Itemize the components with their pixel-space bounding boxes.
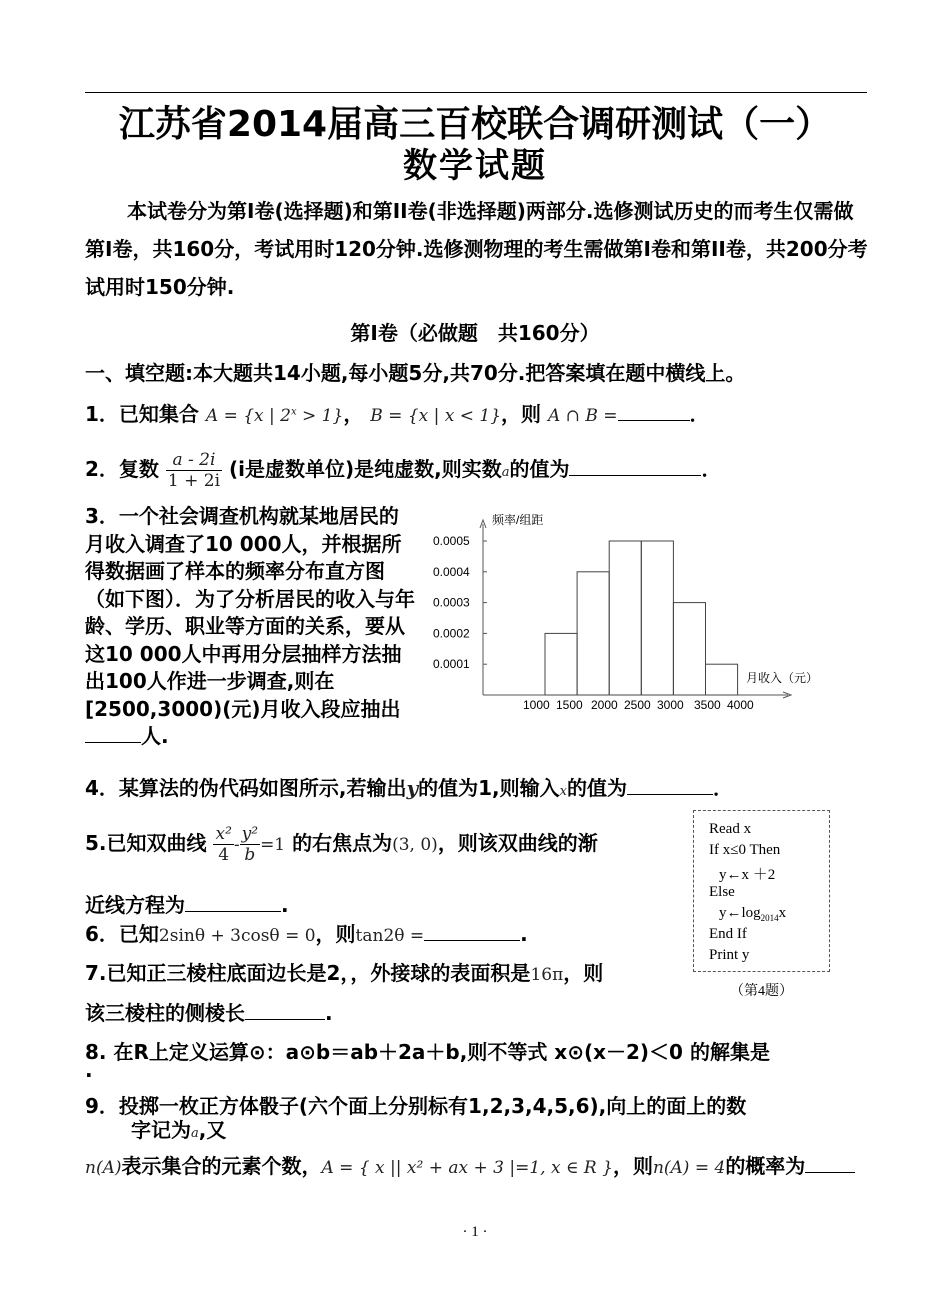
page-subtitle: 数学试题	[403, 146, 547, 186]
q2-label: 2．复数	[85, 457, 159, 481]
histogram-chart	[428, 510, 828, 725]
question-8: 8. 在R上定义运算⊙：a⊙b＝ab＋2a＋b,则不等式 x⊙(x－2)＜0 的解集是	[85, 1040, 770, 1064]
q1-set-a: A = {x | $2^x > 1$}	[205, 406, 344, 426]
q2-answer-blank[interactable]	[569, 474, 701, 476]
intro-paragraph: 本试卷分为第Ⅰ卷(选择题)和第ⅠⅠ卷(非选择题)两部分.选修测试历史的而考生仅需做第Ⅰ卷，共160分，考试用时120分钟.选修测物理的考生需做第Ⅰ卷和第ⅠⅠ卷，共200分考试用时150分钟.	[85, 199, 868, 299]
q5-answer-blank[interactable]	[185, 910, 281, 912]
question-8-end: .	[85, 1058, 93, 1082]
code-line-7: Print y	[709, 947, 750, 963]
question-7-cont: 该三棱柱的侧棱长 .	[85, 1001, 333, 1025]
histogram-bar	[641, 541, 673, 695]
code-line-1: Read x	[709, 821, 752, 837]
question-5: 5.已知双曲线 $\frac{\text{x²}}{4}$ - $\frac{\text{y²}}{b}$ =1 的右焦点为(3, 0)，则该双曲线的渐	[85, 824, 598, 865]
header-rule	[85, 92, 867, 93]
x-tick-label: 3500	[694, 698, 721, 712]
question-1: 1．已知集合 A = {x | $2^x > 1$}， B = {x | x < 1}，则 A ∩ B = ．	[85, 402, 710, 426]
section-heading: 第Ⅰ卷（必做题 共160分）	[350, 321, 600, 345]
q1-expr: A ∩ B =	[548, 406, 618, 426]
code-line-6: End If	[709, 926, 747, 942]
q4-answer-blank[interactable]	[627, 793, 713, 795]
histogram-bar	[673, 603, 705, 695]
histogram-bar	[545, 633, 577, 695]
x-axis-label: 月收入（元）	[746, 671, 819, 685]
page-title: 江苏省2014届高三百校联合调研测试（一）	[118, 104, 832, 145]
y-tick-label: 0.0001	[433, 657, 470, 672]
x-tick-label: 1000	[523, 698, 550, 712]
histogram-bar	[609, 541, 641, 695]
q1-answer-blank[interactable]	[618, 419, 690, 421]
q6-answer-blank[interactable]	[424, 939, 520, 941]
question-2: 2．复数 $\frac{a - 2i}{1 + 2i}$ (i是虚数单位)是纯虚数,则实数a的值为 ．	[85, 450, 722, 491]
x-tick-label: 4000	[727, 698, 754, 712]
x-tick-label: 3000	[657, 698, 684, 712]
q5-fraction-1: $\frac{\text{x²}}{4}$	[215, 824, 232, 865]
q5-fraction-2: $\frac{\text{y²}}{b}$	[241, 824, 259, 865]
pseudocode-box	[693, 810, 830, 972]
q7-answer-blank[interactable]	[245, 1018, 325, 1020]
q2-fraction: $\frac{a - 2i}{1 + 2i}$	[167, 450, 221, 491]
histogram-bar	[577, 572, 609, 695]
question-9-line3: n(A)表示集合的元素个数，A = { x || x² + ax + 3 |=1, x ∈ R }，则n(A) = 4的概率为	[85, 1150, 855, 1179]
q9-answer-blank[interactable]	[805, 1171, 855, 1173]
page-number: · 1 ·	[462, 1224, 488, 1240]
section-instruction: 一、填空题:本大题共14小题,每小题5分,共70分.把答案填在题中横线上。	[85, 361, 746, 385]
x-tick-label: 1500	[556, 698, 583, 712]
q1-set-b: B = {x | x < 1}	[370, 406, 502, 426]
x-tick-label: 2500	[624, 698, 651, 712]
question-7: 7.已知正三棱柱底面边长是2，，外接球的表面积是16π，则	[85, 961, 604, 985]
code-line-2: If x≤0 Then	[709, 842, 781, 858]
question-6: 6．已知2sinθ + 3cosθ = 0，则tan2θ = .	[85, 922, 528, 946]
q3-answer-blank[interactable]	[85, 741, 141, 743]
question-9-line2: 字记为a,又	[131, 1118, 227, 1142]
question-9: 9．投掷一枚正方体骰子(六个面上分别标有1,2,3,4,5,6),向上的面上的数	[85, 1094, 747, 1118]
y-tick-label: 0.0004	[433, 564, 470, 579]
question-4: 4．某算法的伪代码如图所示,若输出y的值为1,则输入x的值为 ．	[85, 776, 733, 800]
y-tick-label: 0.0003	[433, 595, 470, 610]
question-5-cont: 近线方程为 .	[85, 893, 289, 917]
code-caption: （第4题）	[730, 984, 793, 999]
question-3: 3．一个社会调查机构就某地居民的月收入调查了10 000人，并根据所得数据画了样本的频率分布直方图（如下图）．为了分析居民的收入与年龄、学历、职业等方面的关系，要从这10 000人中再用分层抽样方法抽出100人作进一步调查,则在[2500,3000)(元)月收入段应抽出人.	[85, 504, 415, 748]
q1-label: 1．已知集合	[85, 402, 199, 426]
x-tick-label: 2000	[591, 698, 618, 712]
histogram-bar	[706, 664, 738, 695]
code-line-3: y←x ＋2	[719, 867, 776, 883]
code-line-4: Else	[709, 884, 735, 900]
y-axis-label: 频率/组距	[492, 513, 544, 527]
y-tick-label: 0.0002	[433, 626, 470, 641]
y-tick-label: 0.0005	[433, 534, 470, 548]
code-line-5: $y\leftarrow\log_{2014}x$	[719, 905, 787, 923]
